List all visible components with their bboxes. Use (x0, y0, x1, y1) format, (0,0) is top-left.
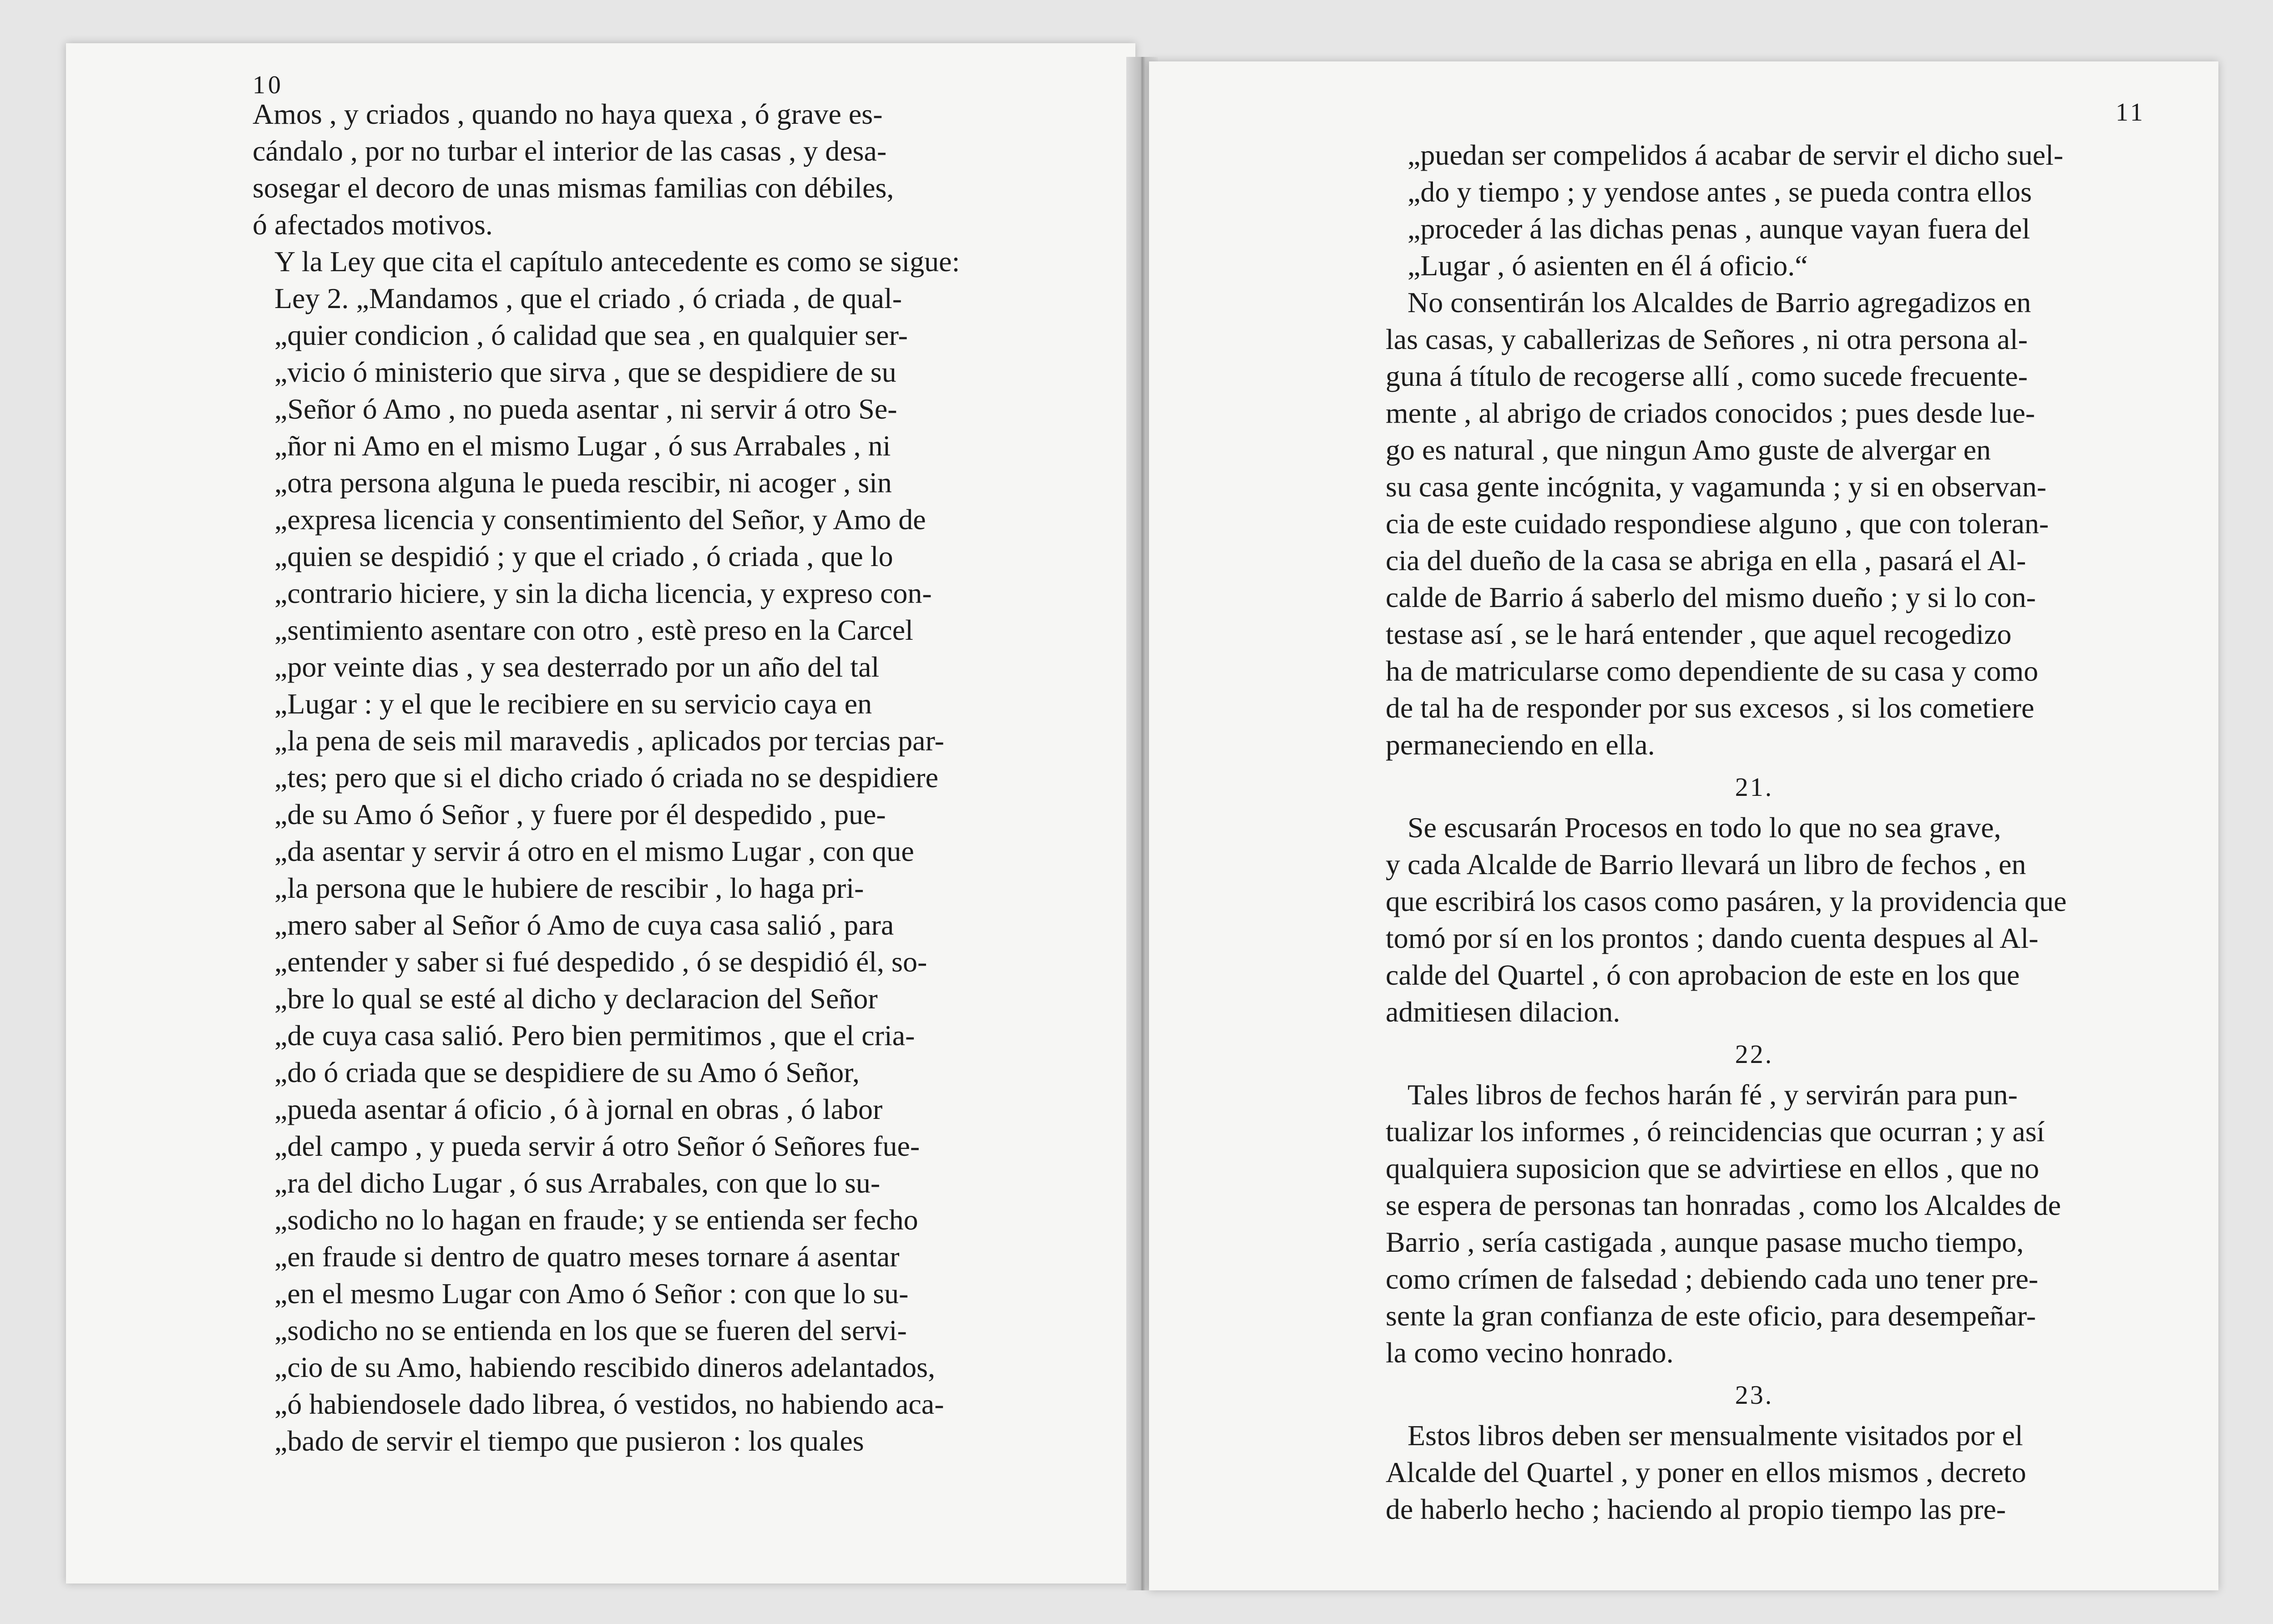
text-line: No consentirán los Alcaldes de Barrio agregadizos en (1407, 286, 2031, 319)
text-line: „proceder á las dichas penas , aunque vayan fuera del (1407, 212, 2030, 245)
text-line: „bado de servir el tiempo que pusieron : los quales (274, 1425, 864, 1457)
text-line: „sentimiento asentare con otro , estè preso en la Carcel (274, 614, 913, 646)
text-line: „do y tiempo ; y yendose antes , se pueda contra ellos (1407, 176, 2032, 208)
text-line: „vicio ó ministerio que sirva , que se despidiere de su (274, 356, 896, 388)
text-line: ha de matricularse como dependiente de su casa y como (1386, 655, 2039, 687)
text-line: Estos libros deben ser mensualmente visitados por el (1407, 1419, 2023, 1452)
text-line: „ñor ni Amo en el mismo Lugar , ó sus Arrabales , ni (274, 430, 891, 462)
text-line: cándalo , por no turbar el interior de las casas , y desa- (253, 135, 887, 167)
text-line: qualquiera suposicion que se advirtiese en ellos , que no (1386, 1152, 2040, 1184)
text-line: calde del Quartel , ó con aprobacion de este en los que (1386, 959, 2020, 991)
text-line: „mero saber al Señor ó Amo de cuya casa salió , para (274, 909, 894, 941)
text-line: cia del dueño de la casa se abriga en ella , pasará el Al- (1386, 544, 2026, 577)
text-line: „sodicho no se entienda en los que se fueren del servi- (274, 1314, 907, 1346)
section-number-22: 22. (1735, 1039, 1774, 1069)
text-line: calde de Barrio á saberlo del mismo dueño ; y si lo con- (1386, 581, 2036, 613)
text-line: „expresa licencia y consentimiento del Señor, y Amo de (274, 503, 926, 536)
left-page (66, 43, 1135, 1584)
text-line: „quien se despidió ; y que el criado , ó criada , que lo (274, 540, 893, 572)
text-line: „de su Amo ó Señor , y fuere por él despedido , pue- (274, 798, 886, 830)
text-line: de haberlo hecho ; haciendo al propio tiempo las pre- (1386, 1493, 2006, 1525)
text-line: „contrario hiciere, y sin la dicha licencia, y expreso con- (274, 577, 932, 609)
text-line: „en el mesmo Lugar con Amo ó Señor : con que lo su- (274, 1277, 909, 1310)
text-line: Ley 2. „Mandamos , que el criado , ó criada , de qual- (274, 282, 902, 314)
text-line: Barrio , sería castigada , aunque pasase mucho tiempo, (1386, 1226, 2024, 1258)
text-line: cia de este cuidado respondiese alguno , que con toleran- (1386, 507, 2049, 540)
text-line: mente , al abrigo de criados conocidos ; pues desde lue- (1386, 397, 2035, 429)
text-line: Y la Ley que cita el capítulo antecedente es como se sigue: (274, 245, 960, 278)
text-line: sente la gran confianza de este oficio, para desempeñar- (1386, 1300, 2036, 1332)
text-line: sosegar el decoro de unas mismas familias con débiles, (253, 172, 894, 204)
text-line: go es natural , que ningun Amo guste de alvergar en (1386, 434, 1991, 466)
text-line: tualizar los informes , ó reincidencias que ocurran ; y así (1386, 1115, 2045, 1148)
text-line: „cio de su Amo, habiendo rescibido dineros adelantados, (274, 1351, 936, 1383)
text-line: guna á título de recogerse allí , como sucede frecuente- (1386, 360, 2028, 392)
text-line: „otra persona alguna le pueda rescibir, ni acoger , sin (274, 466, 892, 499)
text-line: se espera de personas tan honradas , como los Alcaldes de (1386, 1189, 2061, 1221)
text-line: como crímen de falsedad ; debiendo cada uno tener pre- (1386, 1263, 2039, 1295)
right-page (1149, 61, 2218, 1590)
text-line: Alcalde del Quartel , y poner en ellos mismos , decreto (1386, 1456, 2026, 1488)
page-number-left: 10 (253, 71, 283, 99)
text-line: „entender y saber si fué despedido , ó se despidió él, so- (274, 946, 927, 978)
text-line: „puedan ser compelidos á acabar de servir el dicho suel- (1407, 139, 2064, 171)
text-line: „Lugar , ó asienten en él á oficio.“ (1407, 249, 1808, 282)
text-line: la como vecino honrado. (1386, 1336, 1674, 1369)
text-line: „en fraude si dentro de quatro meses tornare á asentar (274, 1240, 900, 1273)
section-number-21: 21. (1735, 772, 1774, 802)
text-line: „bre lo qual se esté al dicho y declaracion del Señor (274, 982, 878, 1015)
text-line: admitiesen dilacion. (1386, 996, 1620, 1028)
text-line: „quier condicion , ó calidad que sea , en qualquier ser- (274, 319, 908, 351)
text-line: „da asentar y servir á otro en el mismo Lugar , con que (274, 835, 914, 867)
text-line: „la pena de seis mil maravedis , aplicados por tercias par- (274, 724, 944, 757)
right-text-block (1386, 137, 2123, 1528)
text-line: „sodicho no lo hagan en fraude; y se entienda ser fecho (274, 1204, 918, 1236)
text-line: „do ó criada que se despidiere de su Amo ó Señor, (274, 1056, 860, 1088)
text-line: „de cuya casa salió. Pero bien permitimos , que el cria- (274, 1019, 915, 1052)
text-line: tomó por sí en los prontos ; dando cuenta despues al Al- (1386, 922, 2039, 954)
text-line: de tal ha de responder por sus excesos , si los cometiere (1386, 692, 2035, 724)
page-number-right: 11 (2116, 98, 2146, 126)
text-line: permaneciendo en ella. (1386, 729, 1655, 761)
text-line: que escribirá los casos como pasáren, y la providencia que (1386, 885, 2067, 917)
text-line: su casa gente incógnita, y vagamunda ; y si en observan- (1386, 471, 2046, 503)
text-line: ó afectados motivos. (253, 208, 493, 241)
text-line: testase así , se le hará entender , que aquel recogedizo (1386, 618, 2012, 650)
text-line: „Lugar : y el que le recibiere en su servicio caya en (274, 688, 872, 720)
section-number-23: 23. (1735, 1380, 1774, 1410)
text-line: y cada Alcalde de Barrio llevará un libro de fechos , en (1386, 848, 2026, 880)
text-line: „por veinte dias , y sea desterrado por un año del tal (274, 651, 880, 683)
text-line: „del campo , y pueda servir á otro Señor ó Señores fue- (274, 1130, 920, 1162)
left-text-block (253, 96, 990, 1459)
text-line: Tales libros de fechos harán fé , y servirán para pun- (1407, 1078, 2018, 1111)
text-line: „la persona que le hubiere de rescibir , lo haga pri- (274, 872, 864, 904)
book-spread (66, 43, 2218, 1590)
text-line: Amos , y criados , quando no haya quexa , ó grave es- (253, 98, 883, 130)
text-line: las casas, y caballerizas de Señores , ni otra persona al- (1386, 323, 2028, 355)
text-line: „ó habiendosele dado librea, ó vestidos, no habiendo aca- (274, 1388, 944, 1420)
text-line: „ra del dicho Lugar , ó sus Arrabales, con que lo su- (274, 1167, 881, 1199)
text-line: Se escusarán Procesos en todo lo que no sea grave, (1407, 811, 2001, 844)
text-line: „Señor ó Amo , no pueda asentar , ni servir á otro Se- (274, 393, 897, 425)
text-line: „tes; pero que si el dicho criado ó criada no se despidiere (274, 761, 938, 794)
text-line: „pueda asentar á oficio , ó à jornal en obras , ó labor (274, 1093, 883, 1125)
